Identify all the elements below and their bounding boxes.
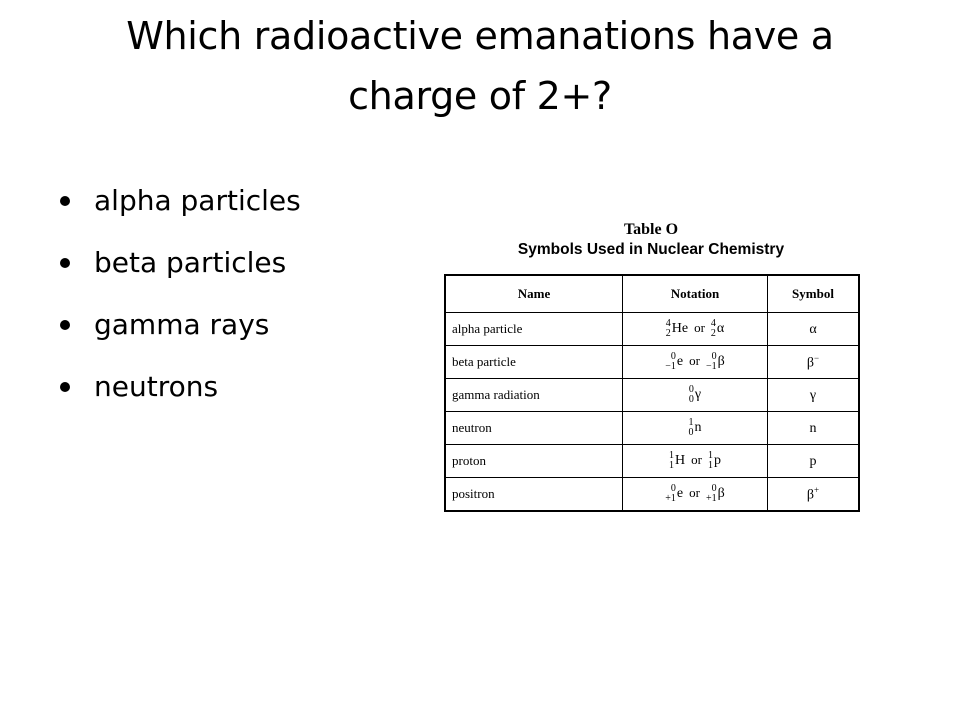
nuclide-notation — [706, 352, 725, 372]
table-title: Table O — [623, 221, 679, 238]
table-header-row — [445, 275, 859, 313]
or-separator: or — [691, 451, 702, 467]
answer-option-label: alpha particles — [94, 184, 301, 217]
table-body — [445, 313, 859, 512]
table-row — [445, 478, 859, 512]
table-row — [445, 445, 859, 478]
header-notation: Notation — [623, 275, 768, 313]
nuclide-notation — [665, 484, 683, 504]
nuclide-notation — [708, 451, 721, 471]
atomic-number: −1 — [665, 361, 676, 372]
nuclide-notation — [665, 352, 683, 372]
particle-symbol: β — [806, 355, 815, 371]
bullet-icon — [60, 382, 70, 392]
mass-number: 0 — [711, 351, 717, 362]
particle-name-cell: beta particle — [445, 346, 623, 379]
notation-cell — [623, 346, 768, 379]
mass-number: 0 — [711, 483, 717, 494]
mass-number: 4 — [710, 318, 716, 329]
reference-table-image — [440, 220, 860, 516]
mass-number: 4 — [665, 318, 671, 329]
table-row — [445, 379, 859, 412]
mass-number: 1 — [669, 450, 675, 461]
symbol-cell — [768, 445, 860, 478]
symbol-cell — [768, 346, 860, 379]
atomic-number: 0 — [688, 394, 694, 405]
notation-cell — [623, 478, 768, 512]
particle-symbol: γ — [809, 387, 817, 403]
particle-symbol: n — [809, 420, 817, 436]
particle-symbol: β — [806, 487, 815, 503]
particle-name-cell: positron — [445, 478, 623, 512]
answer-option-label: gamma rays — [94, 308, 270, 341]
particle-name-cell: proton — [445, 445, 623, 478]
symbol-cell — [768, 412, 860, 445]
notation-cell — [623, 412, 768, 445]
atomic-number: 1 — [669, 460, 675, 471]
nuclide-symbol: γ — [694, 387, 702, 402]
bullet-icon — [60, 196, 70, 206]
nuclide-symbol: n — [694, 420, 702, 435]
notation-cell — [623, 313, 768, 346]
atomic-number: +1 — [665, 493, 676, 504]
atomic-number: −1 — [705, 361, 717, 372]
symbol-charge: + — [814, 484, 820, 495]
answer-option — [58, 237, 301, 299]
nuclide-symbol: e — [676, 486, 684, 501]
nuclide-notation — [666, 319, 688, 339]
nuclide-symbol: α — [716, 321, 725, 336]
nuclide-notation — [669, 451, 685, 471]
answer-option — [58, 361, 301, 423]
particle-name-cell: gamma radiation — [445, 379, 623, 412]
particle-symbol: p — [809, 453, 817, 469]
bullet-icon — [60, 258, 70, 268]
nuclide-symbol: He — [671, 321, 689, 336]
particle-name-cell: neutron — [445, 412, 623, 445]
atomic-number: 0 — [688, 427, 694, 438]
table-row — [445, 346, 859, 379]
or-separator: or — [689, 484, 700, 500]
answer-options-list — [58, 175, 301, 423]
nuclide-symbol: H — [675, 453, 686, 468]
nuclide-symbol: β — [717, 354, 725, 369]
mass-number: 1 — [707, 450, 713, 461]
atomic-number: 2 — [710, 328, 716, 339]
table-row — [445, 313, 859, 346]
bullet-icon — [60, 320, 70, 330]
nuclide-symbol: p — [713, 453, 721, 468]
symbol-cell — [768, 478, 860, 512]
atomic-number: 1 — [707, 460, 713, 471]
answer-option — [58, 175, 301, 237]
table-row — [445, 412, 859, 445]
or-separator: or — [689, 352, 700, 368]
answer-option — [58, 299, 301, 361]
symbol-charge: − — [814, 352, 820, 363]
answer-option-label: beta particles — [94, 246, 287, 279]
particle-symbol: α — [809, 321, 817, 337]
nuclide-notation — [711, 319, 724, 339]
slide-title-line-2: charge of 2+? — [348, 74, 612, 118]
slide-title-line-1: Which radioactive emanations have a — [126, 14, 834, 58]
nuclide-notation — [706, 484, 725, 504]
atomic-number: 2 — [665, 328, 671, 339]
nuclide-symbol: e — [676, 354, 684, 369]
symbol-cell — [768, 313, 860, 346]
slide-title — [40, 6, 920, 126]
nuclide-symbol: β — [717, 486, 725, 501]
header-name: Name — [445, 275, 623, 313]
or-separator: or — [694, 319, 705, 335]
particle-name-cell: alpha particle — [445, 313, 623, 346]
notation-cell — [623, 379, 768, 412]
table-subtitle: Symbols Used in Nuclear Chemistry — [517, 241, 785, 258]
symbol-cell — [768, 379, 860, 412]
mass-number: 0 — [670, 483, 676, 494]
atomic-number: +1 — [705, 493, 717, 504]
header-symbol: Symbol — [768, 275, 860, 313]
nuclide-notation — [689, 385, 701, 405]
mass-number: 0 — [688, 384, 694, 395]
nuclide-notation — [689, 418, 702, 438]
mass-number: 1 — [688, 417, 694, 428]
answer-option-label: neutrons — [94, 370, 219, 403]
notation-cell — [623, 445, 768, 478]
nuclear-symbols-table — [444, 274, 860, 512]
mass-number: 0 — [670, 351, 676, 362]
